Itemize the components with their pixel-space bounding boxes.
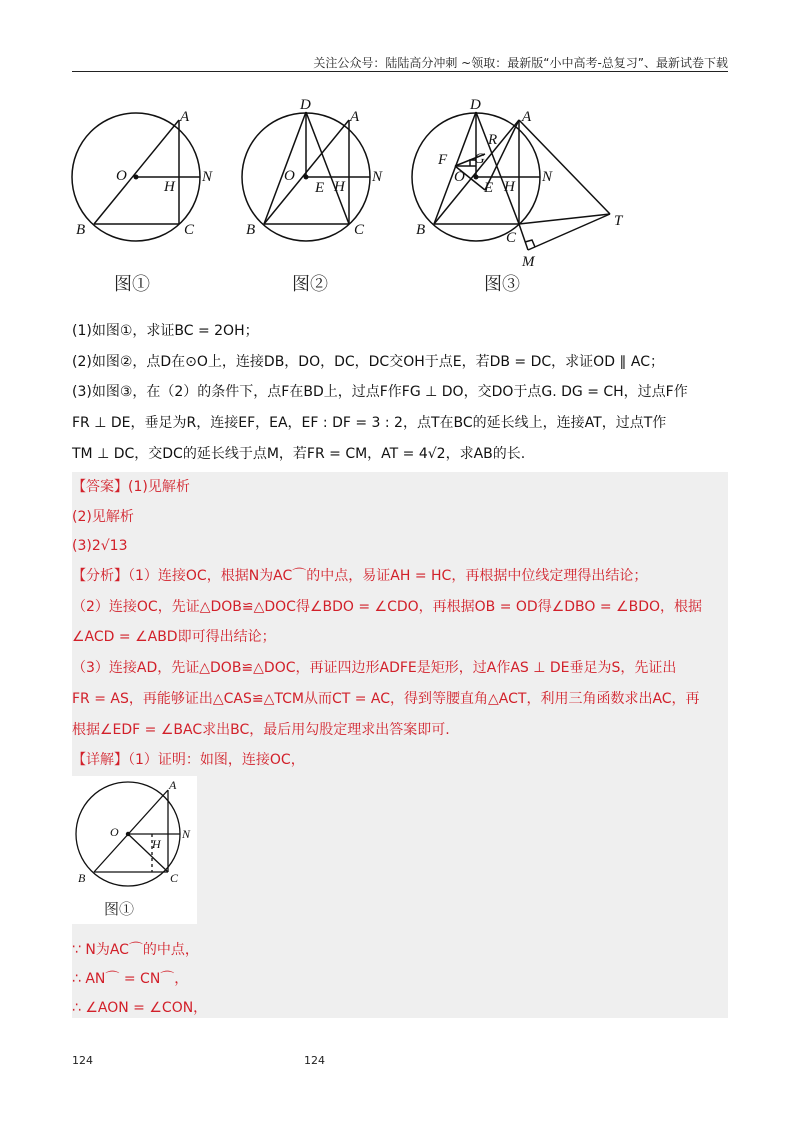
- fig3-caption: 图③: [484, 274, 520, 295]
- fig1-caption: 图①: [114, 274, 150, 295]
- label-C: C: [354, 222, 365, 238]
- label-N: N: [542, 169, 553, 185]
- label-A: A: [350, 109, 360, 125]
- label-A: A: [522, 109, 532, 125]
- detail-line-1: 【详解】（1）证明：如图，连接OC，: [72, 752, 305, 768]
- analysis-line-1: 【分析】（1）连接OC，根据N为AC⌒的中点，易证AH = HC，再根据中位线定理得出结论；: [72, 568, 648, 584]
- label-G: G: [474, 151, 485, 167]
- header-divider: [72, 71, 728, 72]
- label-E: E: [484, 180, 494, 196]
- label-D: D: [300, 97, 311, 113]
- figure-2: [230, 90, 410, 300]
- detail-line-2: ∵ N为AC⌒的中点，: [72, 942, 199, 958]
- label-C: C: [184, 222, 195, 238]
- label-R: R: [488, 132, 498, 148]
- label-C: C: [506, 230, 517, 246]
- detail-figure: [72, 776, 197, 924]
- label-A: A: [180, 109, 190, 125]
- label-A: A: [169, 778, 177, 792]
- label-T: T: [614, 213, 623, 229]
- label-B: B: [416, 222, 426, 238]
- answer-line-1: 【答案】(1)见解析: [72, 479, 190, 495]
- label-H: H: [164, 179, 175, 195]
- label-B: B: [76, 222, 86, 238]
- figure-3: [400, 90, 690, 300]
- answer-line-2: (2)见解析: [72, 509, 134, 525]
- figure-1: [60, 90, 240, 300]
- page-number-left: 124: [72, 1054, 93, 1067]
- analysis-line-4: （3）连接AD，先证△DOB≌△DOC，再证四边形ADFE是矩形，过A作AS ⊥ DE垂足为S，先证出: [72, 660, 677, 676]
- detail-line-4: ∴ ∠AON = ∠CON，: [72, 1000, 208, 1016]
- label-B: B: [78, 871, 86, 885]
- answer-line-3: (3)2√13: [72, 538, 128, 554]
- label-D: D: [470, 97, 481, 113]
- label-O: O: [454, 169, 465, 185]
- question-1: (1)如图①，求证BC = 2OH；: [72, 323, 259, 339]
- analysis-line-6: 根据∠EDF = ∠BAC求出BC，最后用勾股定理求出答案即可.: [72, 722, 450, 738]
- label-H: H: [504, 179, 515, 195]
- label-H: H: [334, 179, 345, 195]
- figure-row: [60, 90, 680, 300]
- label-F: F: [438, 152, 448, 168]
- label-N: N: [372, 169, 383, 185]
- analysis-line-5: FR = AS，再能够证出△CAS≌△TCM从而CT = AC，得到等腰直角△ACT，利用三角函数求出AC，再: [72, 691, 700, 707]
- label-O: O: [284, 168, 295, 184]
- page-header: 关注公众号：陆陆高分冲刺 ~领取：最新版“小中高考-总复习”、最新试卷下载: [313, 56, 728, 70]
- label-M: M: [522, 254, 535, 270]
- question-2: (2)如图②，点D在⊙O上，连接DB，DO，DC，DC交OH于点E，若DB = DC，求证OD ∥ AC；: [72, 354, 664, 370]
- detail-figure-svg: [72, 776, 197, 924]
- label-B: B: [246, 222, 256, 238]
- label-H: H: [152, 837, 161, 851]
- label-O: O: [110, 825, 119, 839]
- label-N: N: [202, 169, 213, 185]
- question-3-line-2: FR ⊥ DE，垂足为R，连接EF，EA，EF : DF = 3 : 2，点T在BC的延长线上，连接AT，过点T作: [72, 415, 667, 431]
- label-O: O: [116, 168, 127, 184]
- analysis-line-3: ∠ACD = ∠ABD即可得出结论；: [72, 629, 276, 645]
- label-N: N: [182, 827, 191, 841]
- detail-line-3: ∴ AN⌒ = CN⌒，: [72, 971, 189, 987]
- question-3-line-1: (3)如图③，在（2）的条件下，点F在BD上，过点F作FG ⊥ DO，交DO于点G. DG = CH，过点F作: [72, 384, 688, 400]
- label-E: E: [315, 180, 325, 196]
- page-number-center: 124: [304, 1054, 325, 1067]
- fig2-caption: 图②: [292, 274, 328, 295]
- label-C: C: [170, 871, 179, 885]
- analysis-line-2: （2）连接OC，先证△DOB≌△DOC得∠BDO = ∠CDO，再根据OB = OD得∠DBO = ∠BDO，根据: [72, 599, 703, 615]
- question-3-line-3: TM ⊥ DC，交DC的延长线于点M，若FR = CM，AT = 4√2，求AB的长.: [72, 446, 526, 462]
- detail-fig-caption: 图①: [104, 900, 135, 918]
